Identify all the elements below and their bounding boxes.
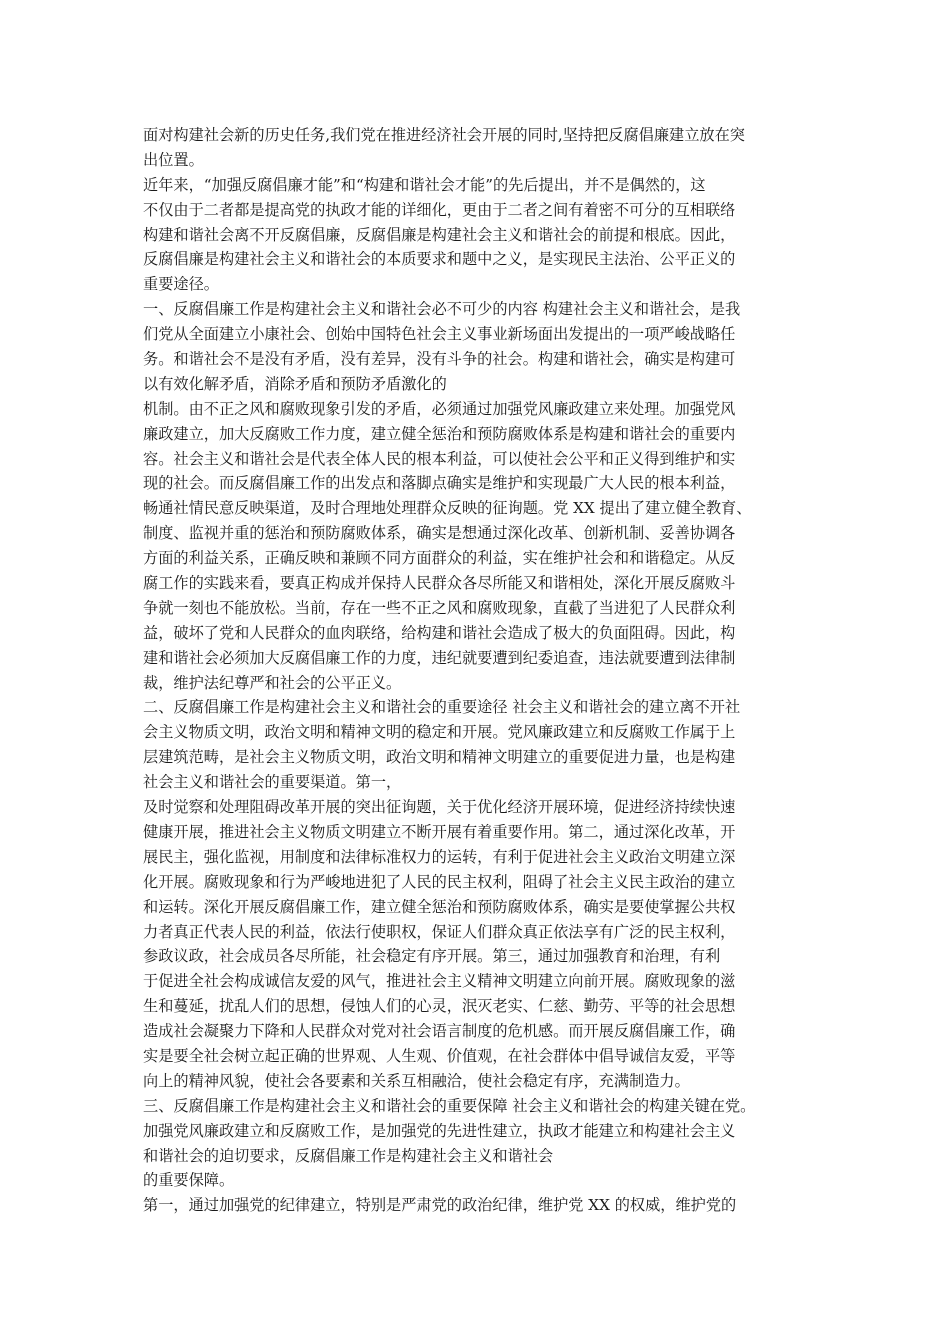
- text-line: 三、反腐倡廉工作是构建社会主义和谐社会的重要保障 社会主义和谐社会的构建关键在党。: [143, 1096, 756, 1115]
- text-line: 重要途径。: [143, 275, 219, 294]
- text-line: 近年来，“加强反腐倡廉才能”和“构建和谐社会才能”的先后提出，并不是偶然的，这: [143, 175, 706, 194]
- text-line: 裁，维护法纪尊严和社会的公平正义。: [143, 673, 402, 692]
- text-line: 反腐倡廉是构建社会主义和谐社会的本质要求和题中之义，是实现民主法治、公平正义的: [143, 250, 736, 269]
- text-line: 的重要保障。: [143, 1171, 235, 1190]
- text-line: 方面的利益关系，正确反映和兼顾不同方面群众的利益，实在维护社会和和谐稳定。从反: [143, 549, 736, 568]
- text-line: 和运转。深化开展反腐倡廉工作，建立健全惩治和预防腐败体系，确实是要使掌握公共权: [143, 897, 736, 916]
- text-line: 社会主义和谐社会的重要渠道。第一，: [143, 773, 402, 792]
- text-line: 一、反腐倡廉工作是构建社会主义和谐社会必不可少的内容 构建社会主义和谐社会，是我: [143, 300, 741, 319]
- text-line: 建和谐社会必须加大反腐倡廉工作的力度，违纪就要遭到纪委追查，违法就要遭到法律制: [143, 648, 736, 667]
- text-line: 构建和谐社会离不开反腐倡廉，反腐倡廉是构建社会主义和谐社会的前提和根底。因此，: [143, 225, 736, 244]
- text-line: 畅通社情民意反映渠道，及时合理地处理群众反映的征询题。党 XX 提出了建立健全教育、: [143, 499, 752, 518]
- text-line: 造成社会凝聚力下降和人民群众对党对社会语言制度的危机感。而开展反腐倡廉工作，确: [143, 1022, 736, 1041]
- text-line: 及时觉察和处理阻碍改革开展的突出征询题，关于优化经济开展环境，促进经济持续快速: [143, 798, 736, 817]
- text-line: 制度、监视并重的惩治和预防腐败体系，确实是想通过深化改革、创新机制、妥善协调各: [143, 524, 736, 543]
- text-line: 益，破坏了党和人民群众的血肉联络，给构建和谐社会造成了极大的负面阻碍。因此，构: [143, 623, 736, 642]
- text-line: 现的社会。而反腐倡廉工作的出发点和落脚点确实是维护和实现最广大人民的根本利益，: [143, 474, 736, 493]
- text-line: 容。社会主义和谐社会是代表全体人民的根本利益，可以使社会公平和正义得到维护和实: [143, 449, 736, 468]
- text-line: 面对构建社会新的历史任务,我们党在推进经济社会开展的同时,坚持把反腐倡廉建立放在突: [143, 126, 745, 144]
- text-line: 出位置。: [143, 150, 204, 169]
- text-line: 争就一刻也不能放松。当前，存在一些不正之风和腐败现象，直截了当进犯了人民群众利: [143, 598, 736, 617]
- text-line: 层建筑范畴，是社会主义物质文明，政治文明和精神文明建立的重要促进力量，也是构建: [143, 748, 736, 767]
- text-line: 机制。由不正之风和腐败现象引发的矛盾，必须通过加强党风廉政建立来处理。加强党风: [143, 399, 736, 418]
- text-line: 们党从全面建立小康社会、创始中国特色社会主义事业新场面出发提出的一项严峻战略任: [143, 325, 736, 344]
- text-line: 健康开展，推进社会主义物质文明建立不断开展有着重要作用。第二，通过深化改革，开: [143, 822, 736, 841]
- text-line: 二、反腐倡廉工作是构建社会主义和谐社会的重要途径 社会主义和谐社会的建立离不开社: [143, 698, 741, 717]
- text-line: 不仅由于二者都是提高党的执政才能的详细化，更由于二者之间有着密不可分的互相联络: [143, 200, 736, 219]
- text-line: [143, 1218, 823, 1243]
- text-line: 展民主，强化监视，用制度和法律标准权力的运转，有利于促进社会主义政治文明建立深: [143, 847, 736, 866]
- text-line: 第一，通过加强党的纪律建立，特别是严肃党的政治纪律，维护党 XX 的权威，维护党的: [143, 1196, 737, 1215]
- text-line: 参政议政，社会成员各尽所能，社会稳定有序开展。第三，通过加强教育和治理，有利: [143, 947, 721, 966]
- text-line: 于促进全社会构成诚信友爱的风气，推进社会主义精神文明建立向前开展。腐败现象的滋: [143, 972, 736, 991]
- text-line: 会主义物质文明，政治文明和精神文明的稳定和开展。党风廉政建立和反腐败工作属于上: [143, 723, 736, 742]
- text-line: 力者真正代表人民的利益，依法行使职权，保证人们群众真正依法享有广泛的民主权利，: [143, 922, 736, 941]
- text-line: 和谐社会的迫切要求，反腐倡廉工作是构建社会主义和谐社会: [143, 1146, 554, 1165]
- document-body: [143, 123, 823, 1243]
- text-line: 廉政建立，加大反腐败工作力度，建立健全惩治和预防腐败体系是构建和谐社会的重要内: [143, 424, 736, 443]
- text-line: 化开展。腐败现象和行为严峻地进犯了人民的民主权利，阻碍了社会主义民主政治的建立: [143, 872, 736, 891]
- text-line: 加强党风廉政建立和反腐败工作，是加强党的先进性建立，执政才能建立和构建社会主义: [143, 1121, 736, 1140]
- text-line: 生和蔓延，扰乱人们的思想，侵蚀人们的心灵，泯灭老实、仁慈、勤劳、平等的社会思想: [143, 997, 736, 1016]
- text-line: 向上的精神风貌，使社会各要素和关系互相融洽，使社会稳定有序，充满制造力。: [143, 1071, 690, 1090]
- text-line: 实是要全社会树立起正确的世界观、人生观、价值观，在社会群体中倡导诚信友爱，平等: [143, 1046, 736, 1065]
- text-line: 务。和谐社会不是没有矛盾，没有差异，没有斗争的社会。构建和谐社会，确实是构建可: [143, 350, 736, 369]
- text-line: 腐工作的实践来看，要真正构成并保持人民群众各尽所能又和谐相处，深化开展反腐败斗: [143, 574, 736, 593]
- text-line: 以有效化解矛盾，消除矛盾和预防矛盾激化的: [143, 374, 447, 393]
